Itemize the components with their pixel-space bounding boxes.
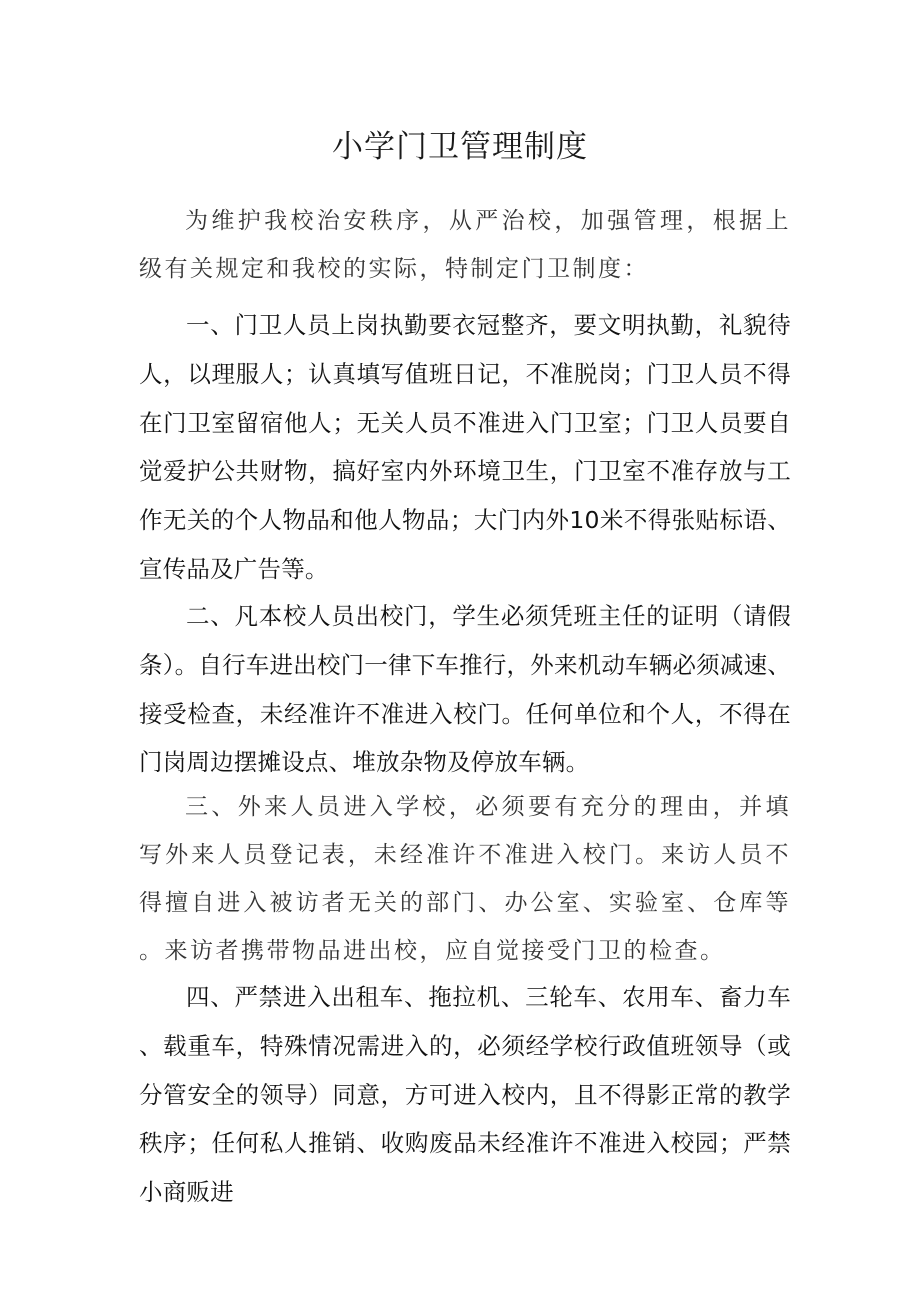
rule-four-paragraph: 四、严禁进入出租车、拖拉机、三轮车、农用车、畜力车、载重车，特殊情况需进入的，必须经学校行政值班领导（或分管安全的领导）同意，方可进入校内，且不得影正常的教学秩序；任何私人推销、收购废品未经准许不准进入校园；严禁小商贩进 [139, 983, 791, 1207]
rule-two-paragraph: 二、凡本校人员出校门，学生必须凭班主任的证明（请假条）。自行车进出校门一律下车推行，外来机动车辆必须减速、接受检查，未经准许不准进入校门。任何单位和个人，不得在门岗周边摆摊设点、堆放杂物及停放车辆。 [139, 602, 791, 777]
rule-one-paragraph: 一、门卫人员上岗执勤要衣冠整齐，要文明执勤，礼貌待人，以理服人；认真填写值班日记，不准脱岗；门卫人员不得在门卫室留宿他人；无关人员不准进入门卫室；门卫人员要自觉爱护公共财物，搞好室内外环境卫生，门卫室不准存放与工作无关的个人物品和他人物品；大门内外10米不得张贴标语、宣传品及广告等。 [139, 311, 791, 583]
intro-paragraph: 为维护我校治安秩序，从严治校，加强管理，根据上级有关规定和我校的实际，特制定门卫制度： [139, 208, 791, 282]
rule-three-paragraph: 三、外来人员进入学校，必须要有充分的理由，并填写外来人员登记表，未经准许不准进入校门。来访人员不得擅自进入被访者无关的部门、办公室、实验室、仓库等。来访者携带物品进出校，应自觉接受门卫的检查。 [139, 794, 791, 964]
document-title: 小学门卫管理制度 [332, 129, 588, 165]
